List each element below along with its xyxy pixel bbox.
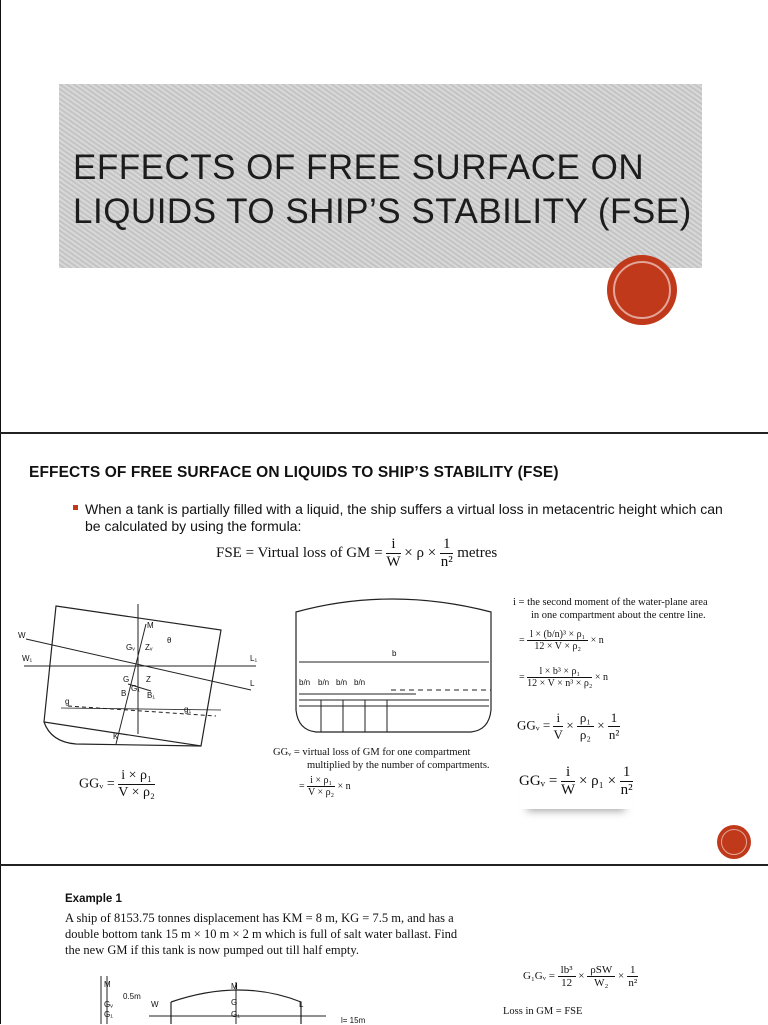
formula-lhs: G₁Gᵥ =	[523, 970, 555, 983]
frac-den: 12 × V × n³ × ρ₂	[527, 678, 593, 689]
frac-den: 12	[561, 977, 573, 989]
frac-den: V × ρ₂	[308, 787, 335, 798]
unit-label: metres	[457, 544, 498, 561]
frac-num: ρ₁	[577, 710, 594, 727]
main-formula	[216, 536, 497, 571]
frac-num: 1	[440, 536, 454, 554]
label-b: b	[392, 649, 397, 658]
frac-num: 1	[608, 710, 621, 727]
frac-den: n²	[440, 554, 453, 570]
label-m: M	[147, 621, 154, 630]
tank-formula	[299, 775, 351, 798]
tank-caption	[273, 746, 490, 772]
label-g: G	[231, 998, 238, 1007]
loss-text: Loss in GM = FSE	[503, 1006, 583, 1017]
label-m: M	[104, 980, 111, 989]
definition-line: in one compartment about the centre line.	[531, 610, 706, 621]
label-b: B	[121, 689, 127, 698]
label-bn: b/n	[336, 678, 348, 687]
caption-line: multiplied by the number of compartments.	[307, 760, 490, 771]
frac-den: W	[561, 782, 576, 798]
formula-ggv-w	[519, 764, 633, 809]
frac-num: i	[553, 710, 563, 727]
title-banner	[59, 84, 702, 268]
formula-tail: × n	[590, 634, 604, 646]
frac-den: V	[553, 727, 563, 742]
frac-num: lb³	[558, 964, 576, 977]
frac-num: l × b³ × ρ₁	[527, 666, 592, 678]
caption-line: GGᵥ = virtual loss of GM for one compartment	[273, 747, 471, 758]
label-g: G	[123, 675, 130, 684]
example-heading: Example 1	[65, 893, 122, 905]
fse-slide	[0, 434, 768, 864]
label-m: M	[231, 982, 238, 991]
heeled-ship-diagram	[16, 594, 266, 769]
label-g1: G₁	[104, 1010, 113, 1019]
label-zv: Zᵥ	[145, 643, 153, 652]
title-line-1: EFFECTS OF FREE SURFACE ON	[73, 148, 645, 187]
example-text	[65, 910, 457, 958]
frac-num: i × ρ₁	[118, 768, 155, 785]
label-small-g: g	[65, 697, 70, 706]
formula-lhs: GGᵥ =	[79, 776, 115, 792]
frac-num: i	[561, 764, 575, 782]
times-sign: ×	[427, 544, 437, 561]
decorative-badge-icon	[717, 825, 751, 859]
label-gv: Gᵥ	[104, 1000, 113, 1009]
label-small-g1: g₁	[184, 705, 192, 714]
decorative-badge-icon	[607, 255, 677, 325]
example-slide	[0, 866, 768, 1024]
example-diagram	[71, 972, 371, 1024]
label-theta: θ	[167, 636, 172, 645]
rho-symbol: ρ	[416, 544, 424, 561]
frac-den: n²	[608, 727, 620, 742]
title-line-2: LIQUIDS TO SHIP’S STABILITY (FSE)	[73, 192, 692, 231]
label-l: L	[299, 1000, 304, 1009]
tank-diagram	[291, 592, 501, 738]
formula-ggv-v: GGᵥ = $\frac{i}{V}$ × $\frac{\text{ρ₁}}{\text{ρ₂}}$ × $\frac{1}{\text{n²}}$	[517, 710, 620, 742]
label-bn: b/n	[318, 678, 330, 687]
formula-lhs: GGᵥ =	[519, 772, 558, 789]
bullet-text	[85, 501, 735, 535]
bullet-icon	[73, 505, 78, 510]
formula-tail: × n	[337, 780, 351, 792]
label-half-metre: 0.5m	[123, 992, 141, 1001]
eq-sign: =	[519, 671, 525, 683]
example-formula: G₁Gᵥ = $\frac{\text{lb³}}{12}$ × $\frac{\text{ρSW}}{\text{W₂}}$ × $\frac{1}{\text{n²}}$	[523, 964, 638, 989]
frac-num: 1	[620, 764, 634, 782]
frac-num: l × (b/n)³ × ρ₁	[527, 629, 588, 641]
formula-lhs: GGᵥ =	[517, 717, 551, 733]
frac-num: 1	[627, 964, 639, 977]
frac-num: i × ρ₁	[307, 775, 335, 787]
label-gv: Gᵥ	[126, 643, 135, 652]
frac-den: ρ₂	[579, 727, 591, 742]
formula-second-moment	[519, 629, 604, 652]
label-g1: G₁	[231, 1010, 240, 1019]
eq-sign: =	[299, 780, 305, 792]
label-g1: G₁	[131, 684, 140, 693]
label-l: L	[250, 679, 255, 688]
frac-num: ρSW	[587, 964, 615, 977]
eq-sign: =	[519, 634, 525, 646]
example-line: double bottom tank 15 m × 10 m × 2 m which is full of salt water ballast. Find	[65, 927, 458, 941]
label-b1: B₁	[147, 691, 156, 700]
frac-num: i	[386, 536, 400, 554]
label-w: W	[151, 1000, 159, 1009]
label-z: Z	[146, 675, 151, 684]
title-slide	[0, 0, 768, 432]
slide-heading: EFFECTS OF FREE SURFACE ON LIQUIDS TO SHIP’S STABILITY (FSE)	[29, 464, 559, 481]
example-line: the new GM if this tank is now pumped out till half empty.	[65, 943, 359, 957]
formula-expanded	[519, 666, 608, 689]
frac-den: W₂	[594, 977, 609, 989]
label-l1: L₁	[250, 654, 258, 663]
label-length: l= 15m	[341, 1016, 366, 1025]
slide-title	[73, 146, 692, 234]
frac-den: n²	[620, 782, 633, 798]
frac-den: n²	[628, 977, 638, 989]
frac-den: 12 × V × ρ₂	[534, 641, 581, 652]
label-k: K	[113, 732, 119, 741]
example-line: A ship of 8153.75 tonnes displacement has KM = 8 m, KG = 7.5 m, and has a	[65, 911, 454, 925]
definition-line: i = the second moment of the water-plane area	[513, 597, 708, 608]
frac-den: V × ρ₂	[118, 785, 155, 800]
frac-den: W	[386, 554, 401, 570]
formula-mid: × ρ₁ ×	[578, 772, 617, 789]
times-sign: ×	[404, 544, 413, 561]
label-w1: W₁	[22, 654, 33, 663]
label-w: W	[18, 631, 26, 640]
label-bn: b/n	[354, 678, 366, 687]
formula-lhs: FSE = Virtual loss of GM =	[216, 544, 383, 561]
diagram1-formula	[79, 768, 155, 801]
formula-tail: × n	[594, 671, 609, 683]
label-bn: b/n	[299, 678, 311, 687]
bullet-label: When a tank is partially filled with a liquid, the ship suffers a virtual loss in metacentric height which can be calculated by using the formula:	[85, 501, 723, 534]
definition-text	[513, 596, 708, 622]
